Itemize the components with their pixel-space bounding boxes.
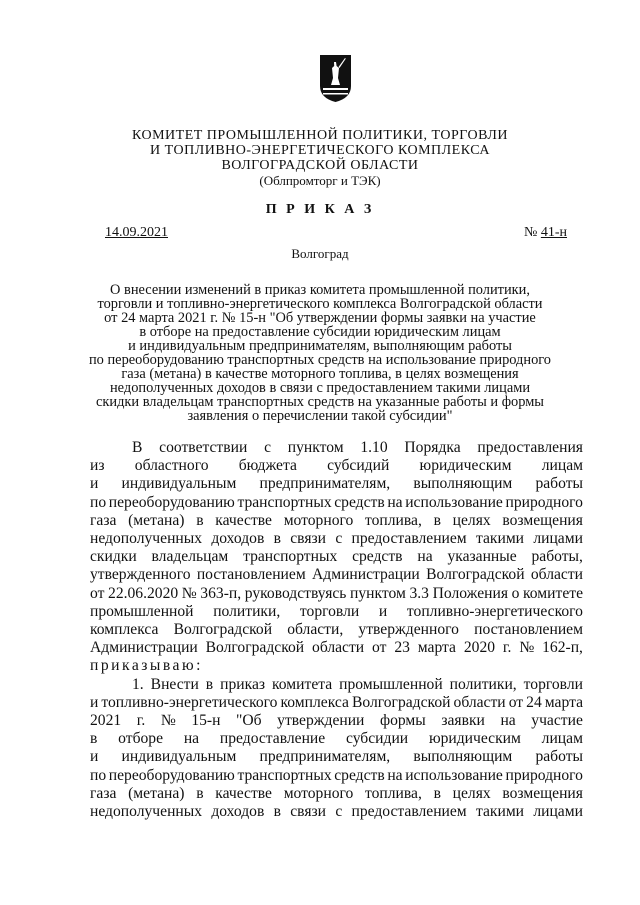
document-date: 14.09.2021 [105, 225, 168, 240]
body-word: пунктом [287, 439, 344, 456]
body-word: бюджета [238, 457, 297, 475]
body-word: природного [505, 766, 583, 784]
body-word: на [183, 730, 200, 748]
document-subject [0, 283, 640, 423]
body-word: в [433, 511, 441, 529]
body-line-order-word: приказываю: [90, 657, 203, 675]
document-number [524, 225, 567, 241]
body-word: средств [334, 766, 385, 784]
body-word: (метана) [128, 511, 185, 529]
body-word: газа [90, 784, 117, 802]
organization-name-line-2: И ТОПЛИВНО-ЭНЕРГЕТИЧЕСКОГО КОМПЛЕКСА [150, 143, 490, 158]
body-word: с [335, 803, 343, 821]
body-word: утверждении [277, 712, 365, 730]
body-word: постановлением [474, 621, 583, 639]
body-line [90, 457, 583, 475]
body-word: отборе [118, 730, 164, 748]
body-word: предоставлением [351, 803, 467, 821]
body-word: и [90, 693, 99, 711]
body-word: лицами [533, 530, 583, 548]
body-word: комплекса [90, 621, 159, 639]
body-word: владельцам [151, 548, 229, 566]
body-word: постановлением [196, 566, 306, 584]
body-word: транспортных [237, 493, 332, 511]
body-word: в [196, 784, 204, 802]
body-word: Внести [150, 675, 199, 693]
body-word: использование [405, 493, 503, 511]
organization-abbreviation: (Облпромторг и ТЭК) [259, 173, 381, 188]
body-word: 1. [132, 675, 144, 693]
body-word: средств [352, 548, 403, 566]
body-word: формы [379, 712, 426, 730]
body-word: марта [544, 693, 583, 711]
body-word: утвержденного [358, 621, 459, 639]
body-word: и [90, 475, 99, 493]
organization-header [0, 128, 640, 188]
body-word: возмещения [502, 784, 583, 802]
body-line [90, 548, 583, 566]
body-word: руководствуясь [244, 584, 347, 602]
body-word: о [511, 584, 520, 602]
body-word: политики, [449, 675, 517, 693]
body-word: от [372, 639, 387, 657]
body-word: г. [136, 712, 146, 730]
body-word: марта [417, 639, 456, 657]
body-word: на [387, 766, 403, 784]
body-word: связи [290, 530, 327, 548]
body-line [90, 566, 583, 584]
body-word: № [181, 584, 197, 602]
body-word: 3.3 [409, 584, 429, 602]
body-word: выполняющим [413, 748, 513, 766]
body-word: 363-п, [200, 584, 242, 602]
body-line [90, 748, 583, 766]
body-word: субсидии [346, 730, 409, 748]
body-word: доходов [211, 803, 265, 821]
subject-line: от 24 марта 2021 г. № 15-н "Об утверждении формы заявки на участие [104, 310, 536, 326]
body-word: комитета [272, 675, 333, 693]
body-word: № [519, 639, 535, 657]
volgograd-coat-of-arms-icon [319, 54, 352, 103]
body-word: субсидий [327, 457, 390, 475]
body-word: работы [535, 475, 583, 493]
body-word: политики, [213, 602, 281, 620]
body-word: В [132, 439, 143, 456]
document-body [90, 439, 583, 821]
subject-line: в отборе на предоставление субсидии юридическим лицам [139, 324, 501, 340]
body-word: областного [134, 457, 209, 475]
body-word: и [90, 748, 99, 766]
body-word: утвержденного [90, 566, 191, 584]
body-line [90, 475, 583, 493]
body-word: связи [290, 803, 327, 821]
body-line [90, 494, 583, 512]
body-word: предоставления [477, 439, 583, 456]
body-word: промышленной [90, 602, 194, 620]
body-word: 162-п, [542, 639, 583, 657]
body-word: области [453, 693, 506, 711]
body-line [90, 585, 583, 603]
body-word: заявки [441, 712, 485, 730]
body-line [90, 512, 583, 530]
body-word: топливно-энергетического [101, 693, 278, 711]
body-word: предпринимателям, [259, 748, 391, 766]
body-word: в [273, 803, 281, 821]
body-word: из [90, 457, 105, 475]
subject-line: торговли и топливно-энергетического комплекса Волгоградской области [97, 296, 543, 312]
body-word: (метана) [128, 784, 185, 802]
body-word: такими [475, 803, 525, 821]
body-word: переоборудованию [108, 493, 235, 511]
body-word: топлива, [365, 784, 422, 802]
body-word: Администрации [90, 639, 198, 657]
document-city: Волгоград [291, 246, 349, 261]
body-word: г. [502, 639, 512, 657]
body-line [90, 767, 583, 785]
body-word: средств [334, 493, 385, 511]
document-number-value: 41-н [540, 225, 568, 240]
body-word: индивидуальным [121, 748, 237, 766]
body-word: лицам [541, 457, 583, 475]
body-word: возмещения [502, 511, 583, 529]
body-word: указанные [447, 548, 517, 566]
body-word: Положения [432, 584, 508, 602]
body-line [90, 676, 583, 694]
body-word: предоставлением [351, 530, 467, 548]
body-word: Порядка [404, 439, 461, 456]
body-word: на [500, 712, 516, 730]
body-word: недополученных [90, 530, 203, 548]
body-line [90, 530, 583, 548]
subject-line: О внесении изменений в приказ комитета промышленной политики, [110, 282, 530, 298]
document-number-prefix: № [524, 225, 538, 240]
body-word: лицами [533, 803, 583, 821]
body-word: моторного [283, 511, 354, 529]
body-word: промышленной [339, 675, 443, 693]
body-word: пунктом [350, 584, 406, 602]
subject-line: по переоборудованию транспортных средств на использование природного [88, 352, 552, 368]
body-word: газа [90, 511, 117, 529]
body-word: Волгоградской [205, 639, 305, 657]
body-line [90, 603, 583, 621]
body-line [90, 730, 583, 748]
body-word: Волгоградской [173, 621, 273, 639]
body-word: юридическим [428, 730, 521, 748]
body-word: переоборудованию [108, 766, 235, 784]
body-word: юридическим [419, 457, 512, 475]
body-word: работы [535, 748, 583, 766]
body-word: в [433, 784, 441, 802]
body-word: скидки [90, 548, 137, 566]
body-word: области, [287, 621, 344, 639]
body-word: качестве [215, 511, 272, 529]
body-word: области [312, 639, 365, 657]
body-word: 1.10 [360, 439, 388, 456]
body-word: от [90, 584, 105, 602]
body-word: предоставление [219, 730, 326, 748]
body-word: торговли [523, 675, 583, 693]
subject-line: газа (метана) в качестве моторного топлива, в целях возмещения [121, 366, 519, 382]
body-word: от [508, 693, 524, 711]
body-word: по [90, 493, 107, 511]
body-word: "Об [236, 712, 262, 730]
body-line [90, 439, 583, 457]
body-word: 2021 [90, 712, 122, 730]
body-word: комитете [523, 584, 583, 602]
body-word: на [387, 493, 403, 511]
body-word: Волгоградской [351, 693, 451, 711]
subject-line: недополученных доходов в связи с предоставлением такими лицами [109, 380, 531, 396]
body-word: доходов [211, 530, 265, 548]
body-line [90, 639, 583, 657]
body-word: целях [452, 784, 491, 802]
body-word: 15-н [191, 712, 221, 730]
body-word: природного [505, 493, 583, 511]
body-line [90, 785, 583, 803]
body-word: в [273, 530, 281, 548]
body-word: соответствии [159, 439, 248, 456]
body-word: в [205, 675, 214, 693]
body-word: в [196, 511, 204, 529]
body-word: в [90, 730, 98, 748]
body-word: транспортных [243, 548, 338, 566]
subject-line: заявления о перечислении такой субсидии" [187, 408, 453, 424]
body-word: и [378, 602, 388, 620]
body-word: выполняющим [413, 475, 513, 493]
body-word: Волгоградской [426, 566, 525, 584]
body-word: 22.06.2020 [108, 584, 179, 602]
body-word: на [417, 548, 433, 566]
body-word: топливно-энергетического [406, 602, 583, 620]
body-line [90, 621, 583, 639]
body-word: приказ [220, 675, 266, 693]
body-word: качестве [215, 784, 272, 802]
body-word: с [335, 530, 343, 548]
body-word: индивидуальным [121, 475, 237, 493]
body-word: моторного [283, 784, 354, 802]
body-line [90, 694, 583, 712]
body-word: Администрации [312, 566, 420, 584]
body-line [90, 712, 583, 730]
body-word: целях [452, 511, 491, 529]
subject-line: и индивидуальным предпринимателям, выполняющим работы [128, 338, 512, 354]
document-type-title: П Р И К А З [265, 202, 375, 217]
body-word: работы, [531, 548, 583, 566]
body-word: области [530, 566, 583, 584]
body-word: использование [405, 766, 503, 784]
body-word: лицам [541, 730, 583, 748]
organization-name-line-1: КОМИТЕТ ПРОМЫШЛЕННОЙ ПОЛИТИКИ, ТОРГОВЛИ [131, 128, 509, 143]
subject-line: скидки владельцам транспортных средств на указанные работы и формы [96, 394, 544, 410]
body-word: по [90, 766, 107, 784]
body-word: комплекса [280, 693, 349, 711]
body-word: транспортных [237, 766, 332, 784]
organization-name-line-3: ВОЛГОГРАДСКОЙ ОБЛАСТИ [221, 158, 419, 173]
body-word: 24 [526, 693, 542, 711]
body-word: № [160, 712, 176, 730]
body-word: торговли [299, 602, 360, 620]
body-word: недополученных [90, 803, 203, 821]
body-word: такими [475, 530, 525, 548]
body-word: предпринимателям, [259, 475, 391, 493]
body-word: 23 [394, 639, 410, 657]
body-word: с [264, 439, 271, 456]
body-word: участие [531, 712, 583, 730]
body-word: топлива, [365, 511, 422, 529]
body-word: 2020 [463, 639, 496, 657]
body-line [90, 803, 583, 821]
